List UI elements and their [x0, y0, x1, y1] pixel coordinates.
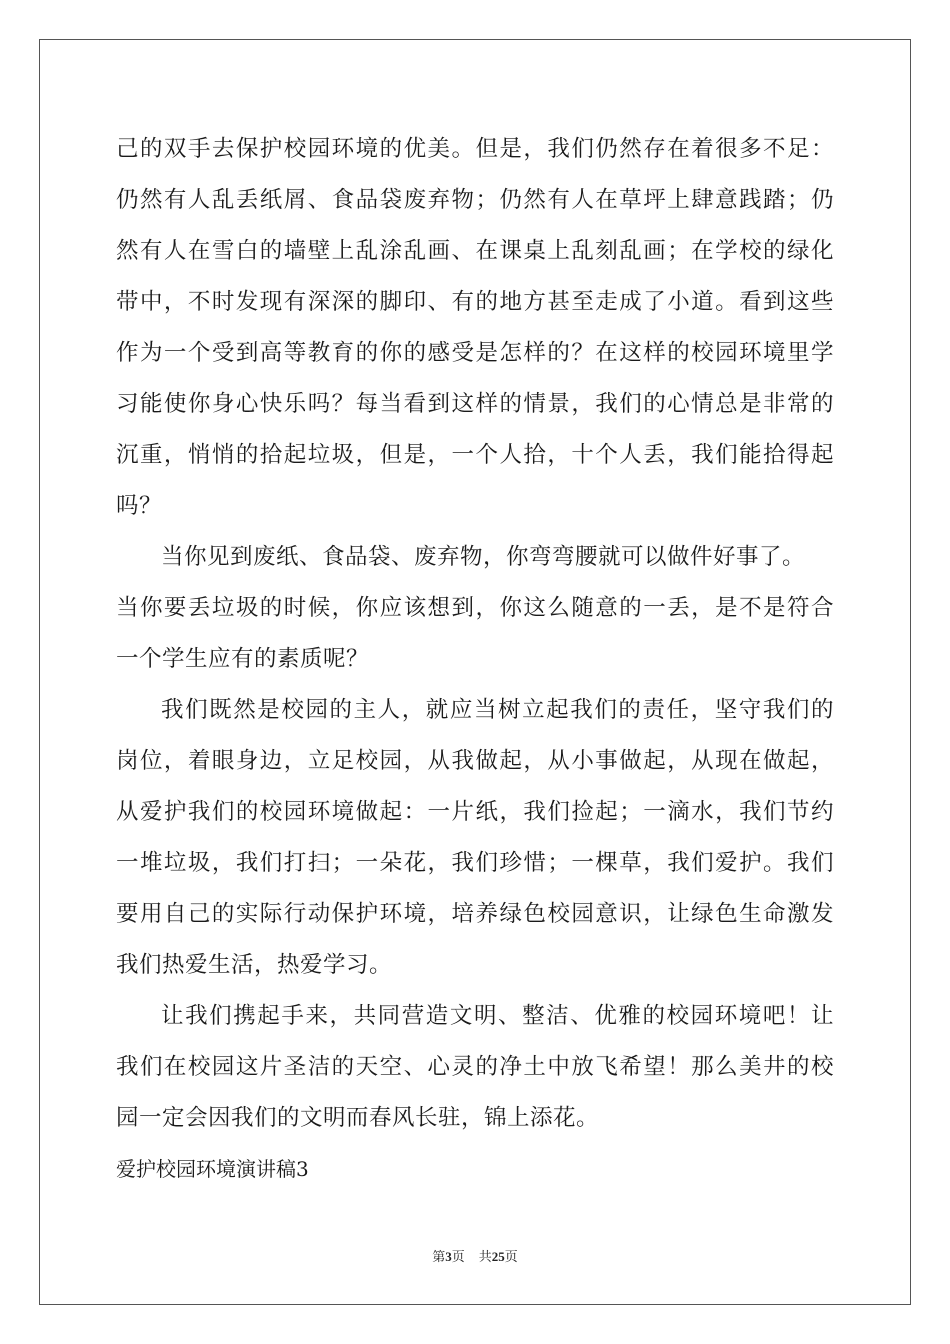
- text-line: 当你要丢垃圾的时候，你应该想到，你这么随意的一丢，是不是符合: [116, 595, 834, 621]
- paragraph-start-line: 我们既然是校园的主人，就应当树立起我们的责任，坚守我们的: [161, 697, 834, 723]
- paragraph-start-line: 当你见到废纸、食品袋、废弃物，你弯弯腰就可以做件好事了。: [161, 544, 806, 570]
- text-line: 然有人在雪白的墙壁上乱涂乱画、在课桌上乱刻乱画；在学校的绿化: [116, 238, 834, 264]
- paragraph-start-line: 让我们携起手来，共同营造文明、整洁、优雅的校园环境吧！让: [161, 1003, 834, 1029]
- text-line: 沉重，悄悄的拾起垃圾，但是，一个人拾，十个人丢，我们能拾得起: [116, 442, 834, 468]
- text-line: 带中，不时发现有深深的脚印、有的地方甚至走成了小道。看到这些: [116, 289, 834, 315]
- page-suffix: 页: [451, 1250, 465, 1265]
- total-prefix: 共: [478, 1250, 492, 1265]
- text-line: 习能使你身心快乐吗？每当看到这样的情景，我们的心情总是非常的: [116, 391, 834, 417]
- page-footer: [0, 1246, 950, 1265]
- total-suffix: 页: [504, 1250, 518, 1265]
- text-line: 要用自己的实际行动保护环境，培养绿色校园意识，让绿色生命激发: [116, 901, 834, 927]
- text-line: 一个学生应有的素质呢？: [116, 646, 370, 672]
- text-line: 我们热爱生活，热爱学习。: [116, 952, 393, 978]
- text-line: 己的双手去保护校园环境的优美。但是，我们仍然存在着很多不足：: [116, 136, 834, 162]
- page-prefix: 第: [432, 1250, 446, 1265]
- document-body: [116, 124, 834, 1195]
- text-line: 岗位，着眼身边，立足校园，从我做起，从小事做起，从现在做起，: [116, 748, 834, 774]
- text-line: 仍然有人乱丢纸屑、食品袋废弃物；仍然有人在草坪上肆意践踏；仍: [116, 187, 834, 213]
- text-line: 吗？: [116, 493, 163, 519]
- section-heading: 爱护校园环境演讲稿3: [116, 1157, 309, 1181]
- text-line: 从爱护我们的校园环境做起：一片纸，我们捡起；一滴水，我们节约: [116, 799, 834, 825]
- text-line: 一堆垃圾，我们打扫；一朵花，我们珍惜；一棵草，我们爱护。我们: [116, 850, 834, 876]
- text-line: 作为一个受到高等教育的你的感受是怎样的？在这样的校园环境里学: [116, 340, 834, 366]
- total-pages: 25: [491, 1249, 505, 1264]
- page-number: 3: [445, 1249, 452, 1264]
- text-line: 我们在校园这片圣洁的天空、心灵的净土中放飞希望！那么美井的校: [116, 1054, 834, 1080]
- text-line: 园一定会因我们的文明而春风长驻，锦上添花。: [116, 1105, 600, 1131]
